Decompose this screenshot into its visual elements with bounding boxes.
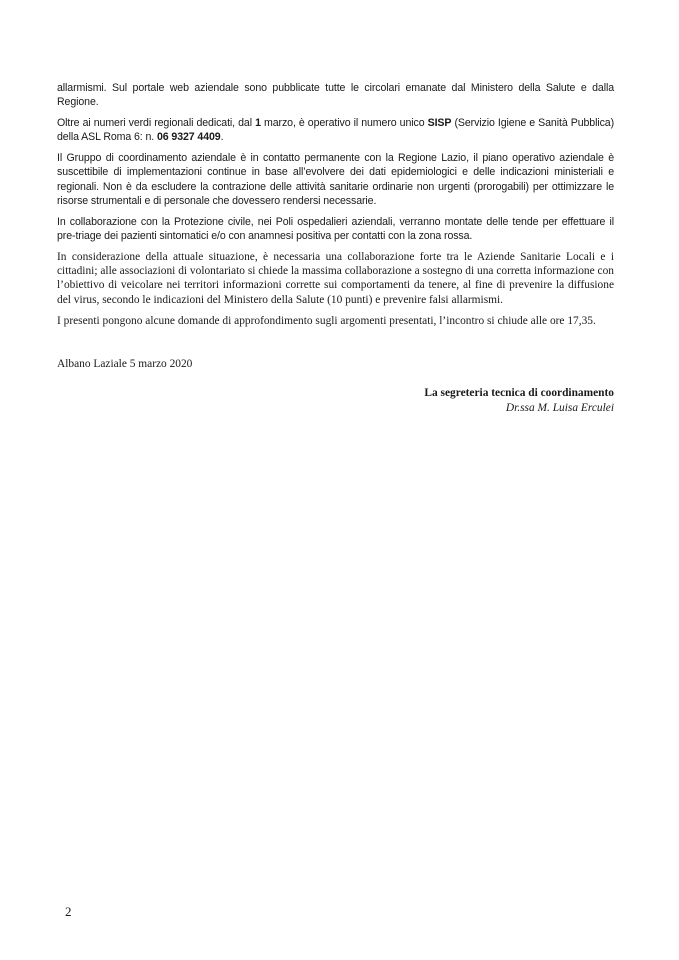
signature-role: La segreteria tecnica di coordinamento — [424, 387, 614, 399]
p2-date-bold: 1 — [255, 117, 261, 129]
p2-text-a: Oltre ai numeri verdi regionali dedicati, dal — [57, 117, 256, 129]
signature-name: Dr.ssa M. Luisa Erculei — [505, 401, 614, 414]
p2-text-e: (Servizio Igiene e Sanità Pubblica) della ASL Roma 6: n. — [57, 117, 614, 144]
page-number: 2 — [65, 904, 72, 919]
paragraph-sisp-number — [57, 116, 614, 145]
paragraph-collaboration: In considerazione della attuale situazione, è necessaria una collaborazione forte tra le Aziende Sanitarie Locali e i cittadini; alle associazioni di volontariato si chiede la massima collaborazione a sostegno di una corretta informazione con l’obiettivo di veicolare nei territori informazioni corrette sui comportamenti da tenere, al fine di prevenire la diffusione del virus, secondo le indicazioni del Ministero della Salute (10 punti) e prevenire falsi allarmismi. — [57, 251, 614, 306]
p2-text-g: . — [220, 131, 224, 144]
signature-block — [424, 386, 614, 415]
phone-number: 06 9327 4409 — [156, 131, 221, 144]
paragraph-meeting-close: I presenti pongono alcune domande di approfondimento sugli argomenti presentati, l’incontro si chiude alle ore 17,35. — [57, 315, 596, 327]
p2-text-c: marzo, è operativo il numero unico — [260, 117, 428, 129]
p2-sisp-bold: SISP — [427, 117, 452, 129]
paragraph-portal-notice: allarmismi. Sul portale web aziendale sono pubblicate tutte le circolari emanate dal Ministero della Salute e dalla Regione. — [57, 82, 614, 109]
paragraph-civil-protection: In collaborazione con la Protezione civile, nei Poli ospedalieri aziendali, verranno montate delle tende per effettuare il pre-triage dei pazienti sintomatici e/o con anamnesi positiva per contatti con la zona rossa. — [57, 216, 614, 243]
place-and-date: Albano Laziale 5 marzo 2020 — [57, 358, 193, 370]
paragraph-coordination-group: Il Gruppo di coordinamento aziendale è in contatto permanente con la Regione Lazio, il piano operativo aziendale è suscettibile di implementazioni continue in base all’evolvere dei dati epidemiologici e delle indicazioni ministeriali e regionali. Non è da escludere la contrazione delle attività sanitarie ordinarie non urgenti (prorogabili) per ottimizzare le risorse strumentali e di personale che dovessero rendersi necessarie. — [57, 152, 614, 208]
